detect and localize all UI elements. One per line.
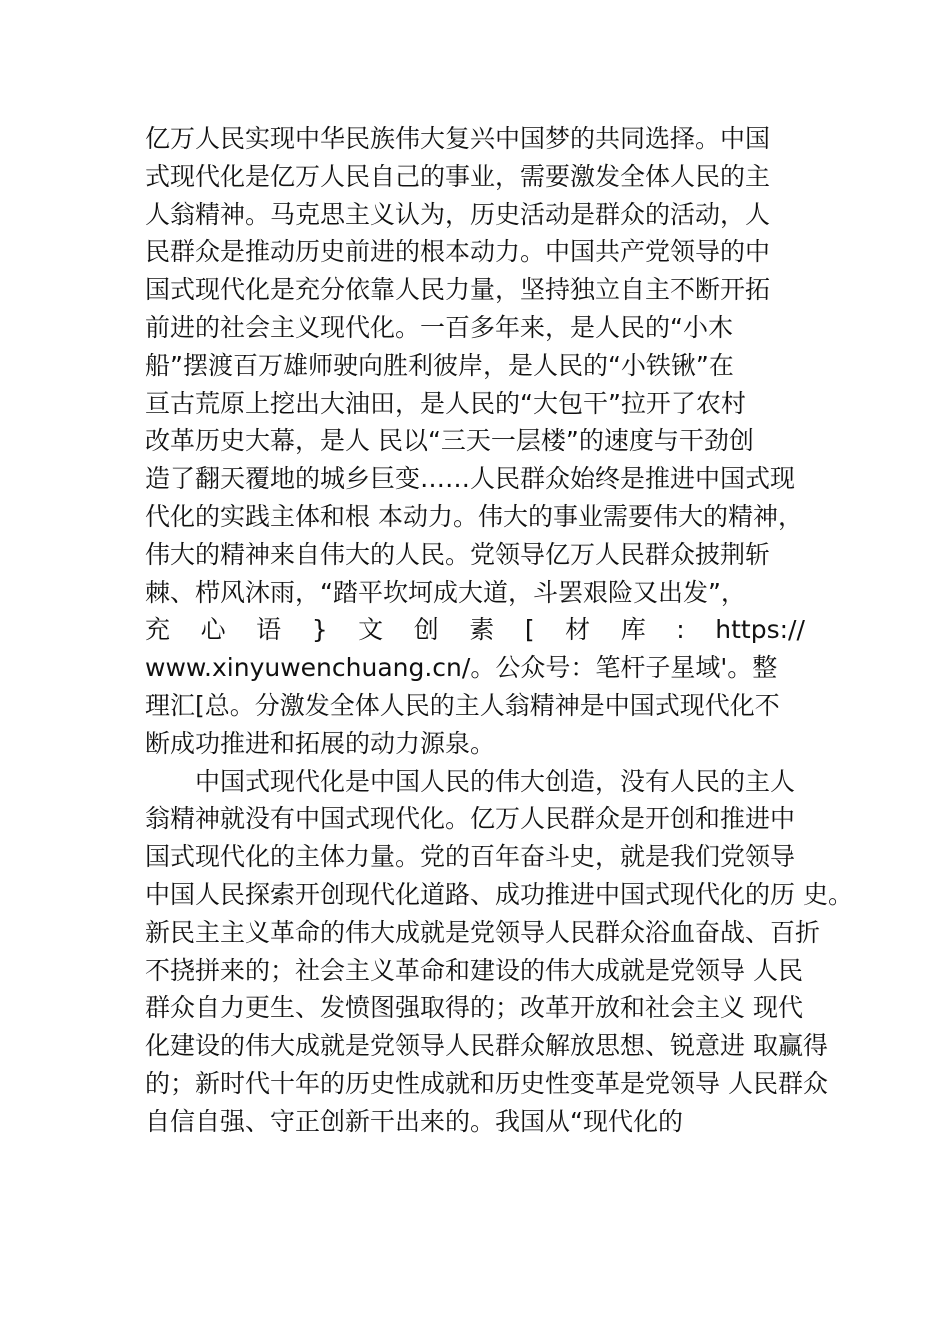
- spaced-char: 创: [413, 615, 439, 645]
- spaced-char: 充: [145, 615, 171, 645]
- text-line: 翁精神就没有中国式现代化。亿万人民群众是开创和推进中: [145, 804, 796, 834]
- text-line: 化建设的伟大成就是党领导人民群众解放思想、锐意进 取赢得: [145, 1031, 828, 1061]
- spaced-char: 库: [620, 615, 646, 645]
- text-line: 民群众是推动历史前进的根本动力。中国共产党领导的中: [145, 237, 771, 267]
- spaced-char: 心: [200, 615, 226, 645]
- text-line: 船”摆渡百万雄师驶向胜利彼岸，是人民的“小铁锹”在: [145, 350, 734, 380]
- text-line: 人翁精神。马克思主义认为，历史活动是群众的活动，人: [145, 199, 771, 229]
- spaced-char: 材: [565, 615, 591, 645]
- text-line: 群众自力更生、发愤图强取得的；改革开放和社会主义 现代: [145, 993, 803, 1023]
- body-text: [145, 120, 853, 1141]
- spaced-char: [: [524, 615, 535, 645]
- text-line: 新民主主义革命的伟大成就是党领导人民群众浴血奋战、百折: [145, 917, 821, 947]
- text-line: 改革历史大幕，是人 民以“三天一层楼”的速度与干劲创: [145, 426, 754, 456]
- text-line: 国式现代化是充分依靠人民力量，坚持独立自主不断开拓: [145, 275, 771, 305]
- spaced-text-line: [145, 611, 805, 649]
- text-line: 伟大的精神来自伟大的人民。党领导亿万人民群众披荆斩: [145, 539, 771, 569]
- spaced-char: 素: [469, 615, 495, 645]
- text-line: 中国人民探索开创现代化道路、成功推进中国式现代化的历 史。: [145, 879, 853, 909]
- paragraph-1: [145, 120, 845, 763]
- text-line: www.xinyuwenchuang.cn/。公众号：笔杆子星域'。整: [145, 653, 778, 683]
- text-line: 断成功推进和拓展的动力源泉。: [145, 728, 496, 758]
- spaced-char: 文: [358, 615, 384, 645]
- spaced-char: :: [676, 615, 685, 645]
- spaced-url: https://: [715, 615, 805, 645]
- text-line: 理汇[总。分激发全体人民的主人翁精神是中国式现代化不: [145, 690, 780, 720]
- spaced-char: }: [311, 615, 328, 645]
- text-line: 前进的社会主义现代化。一百多年来，是人民的“小木: [145, 312, 733, 342]
- paragraph-2: [145, 763, 853, 1141]
- spaced-char: 语: [256, 615, 282, 645]
- text-line: 造了翻天覆地的城乡巨变……人民群众始终是推进中国式现: [145, 464, 796, 494]
- text-line: 亿万人民实现中华民族伟大复兴中国梦的共同选择。中国: [145, 124, 771, 153]
- text-line: 国式现代化的主体力量。党的百年奋斗史，就是我们党领导: [145, 842, 796, 872]
- text-line: 中国式现代化是中国人民的伟大创造，没有人民的主人: [195, 766, 796, 796]
- text-line: 亘古荒原上挖出大油田，是人民的“大包干”拉开了农村: [145, 388, 746, 418]
- text-line: 自信自强、守正创新干出来的。我国从“现代化的: [145, 1106, 683, 1136]
- text-line: 棘、栉风沐雨，“踏平坎坷成大道，斗罢艰险又出发”，: [145, 577, 746, 607]
- text-line: 的；新时代十年的历史性成就和历史性变革是党领导 人民群众: [145, 1068, 828, 1098]
- text-line: 不挠拼来的；社会主义革命和建设的伟大成就是党领导 人民: [145, 955, 803, 985]
- text-line: 代化的实践主体和根 本动力。伟大的事业需要伟大的精神，: [145, 501, 803, 531]
- text-line: 式现代化是亿万人民自己的事业，需要激发全体人民的主: [145, 161, 771, 191]
